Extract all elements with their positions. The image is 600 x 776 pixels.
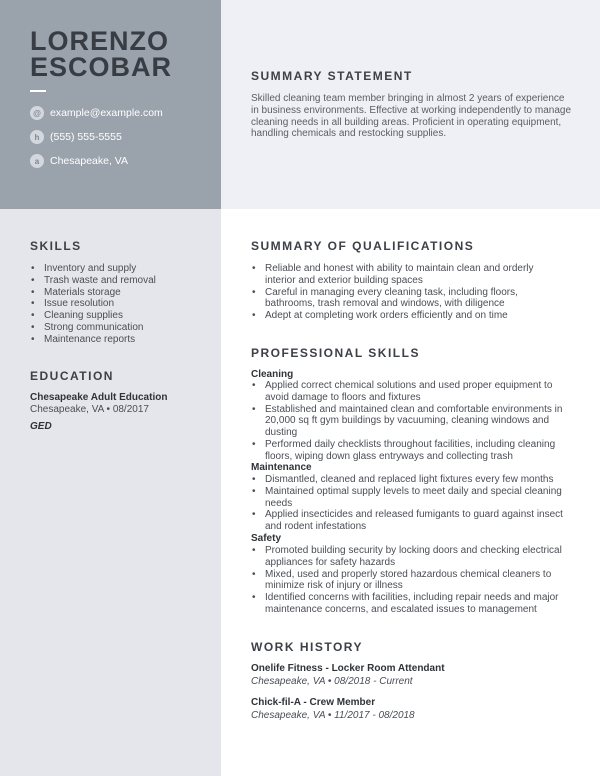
skill-group-item: • Mixed, used and properly stored hazardous chemical cleaners to minimize risk of injury or illness (251, 569, 566, 593)
address-text: Chesapeake, VA (50, 155, 129, 167)
skill-item: • Trash waste and removal (30, 275, 210, 287)
qualification-item: • Careful in managing every cleaning task, including floors, bathrooms, trash removal and windows, with diligence (251, 287, 551, 311)
skill-group-item: • Applied correct chemical solutions and used proper equipment to avoid damage to floors and fixtures (251, 380, 566, 404)
skill-group-title: Maintenance (251, 462, 312, 473)
qualifications-list (251, 263, 551, 322)
skill-group-item: • Applied insecticides and released fumigants to guard against insect and rodent infestations (251, 509, 566, 533)
skill-group-title: Cleaning (251, 369, 294, 380)
skill-group-item: • Promoted building security by locking doors and checking electrical appliances for safety hazards (251, 545, 566, 569)
education-location-date: Chesapeake, VA • 08/2017 (30, 404, 149, 415)
skill-item: • Inventory and supply (30, 263, 210, 275)
skill-group-item: • Dismantled, cleaned and replaced light fixtures every few months (251, 474, 566, 486)
email-icon: @ (30, 106, 44, 120)
skill-group-item: • Performed daily checklists throughout facilities, including cleaning floors, wiping down glass entryways and collecting trash (251, 439, 566, 463)
skill-group-item: • Identified concerns with facilities, including repair needs and major maintenance concerns, and escalated issues to management (251, 592, 566, 616)
contact-email[interactable] (30, 106, 163, 120)
qualification-item: • Reliable and honest with ability to maintain clean and orderly interior and exterior building spaces (251, 263, 551, 287)
job-meta: Chesapeake, VA • 08/2018 - Current (251, 676, 413, 687)
skill-group-item: • Maintained optimal supply levels to meet daily and special cleaning needs (251, 486, 566, 510)
last-name: ESCOBAR (30, 52, 173, 82)
contact-address (30, 154, 128, 168)
candidate-name (30, 28, 172, 80)
name-divider (30, 90, 46, 92)
skill-group-title: Safety (251, 533, 282, 544)
professional-skills-heading: PROFESSIONAL SKILLS (251, 346, 420, 360)
skills-list (30, 263, 210, 346)
qualifications-heading: SUMMARY OF QUALIFICATIONS (251, 239, 475, 253)
skill-group-list (251, 474, 566, 533)
location-icon: a (30, 154, 44, 168)
skill-item: • Cleaning supplies (30, 310, 210, 322)
skill-group-item: • Established and maintained clean and comfortable environments in 20,000 sq ft gym buildings by vacuuming, cleaning windows and dusting (251, 404, 566, 439)
email-text[interactable]: example@example.com (50, 107, 163, 119)
education-heading: EDUCATION (30, 369, 114, 383)
first-name: LORENZO (30, 26, 169, 56)
skill-group-list (251, 545, 566, 616)
summary-text: Skilled cleaning team member bringing in almost 2 years of experience in business environments. Effective at working independently to manage cleaning needs in all building areas. Proficient in operating equipment, handling chemicals and restocking supplies. (251, 93, 572, 140)
skill-item: • Materials storage (30, 287, 210, 299)
job-meta: Chesapeake, VA • 11/2017 - 08/2018 (251, 710, 415, 721)
job-title: Onelife Fitness - Locker Room Attendant (251, 663, 445, 674)
summary-heading: SUMMARY STATEMENT (251, 69, 413, 83)
skill-item: • Strong communication (30, 322, 210, 334)
skill-group-list (251, 380, 566, 463)
skill-item: • Maintenance reports (30, 334, 210, 346)
education-school: Chesapeake Adult Education (30, 392, 168, 403)
skill-item: • Issue resolution (30, 298, 210, 310)
education-degree: GED (30, 421, 52, 432)
qualification-item: • Adept at completing work orders efficiently and on time (251, 310, 551, 322)
phone-icon: h (30, 130, 44, 144)
job-title: Chick-fil-A - Crew Member (251, 697, 376, 708)
contact-phone[interactable] (30, 130, 122, 144)
skills-heading: SKILLS (30, 239, 82, 253)
phone-text[interactable]: (555) 555-5555 (50, 131, 122, 143)
work-history-heading: WORK HISTORY (251, 640, 364, 654)
